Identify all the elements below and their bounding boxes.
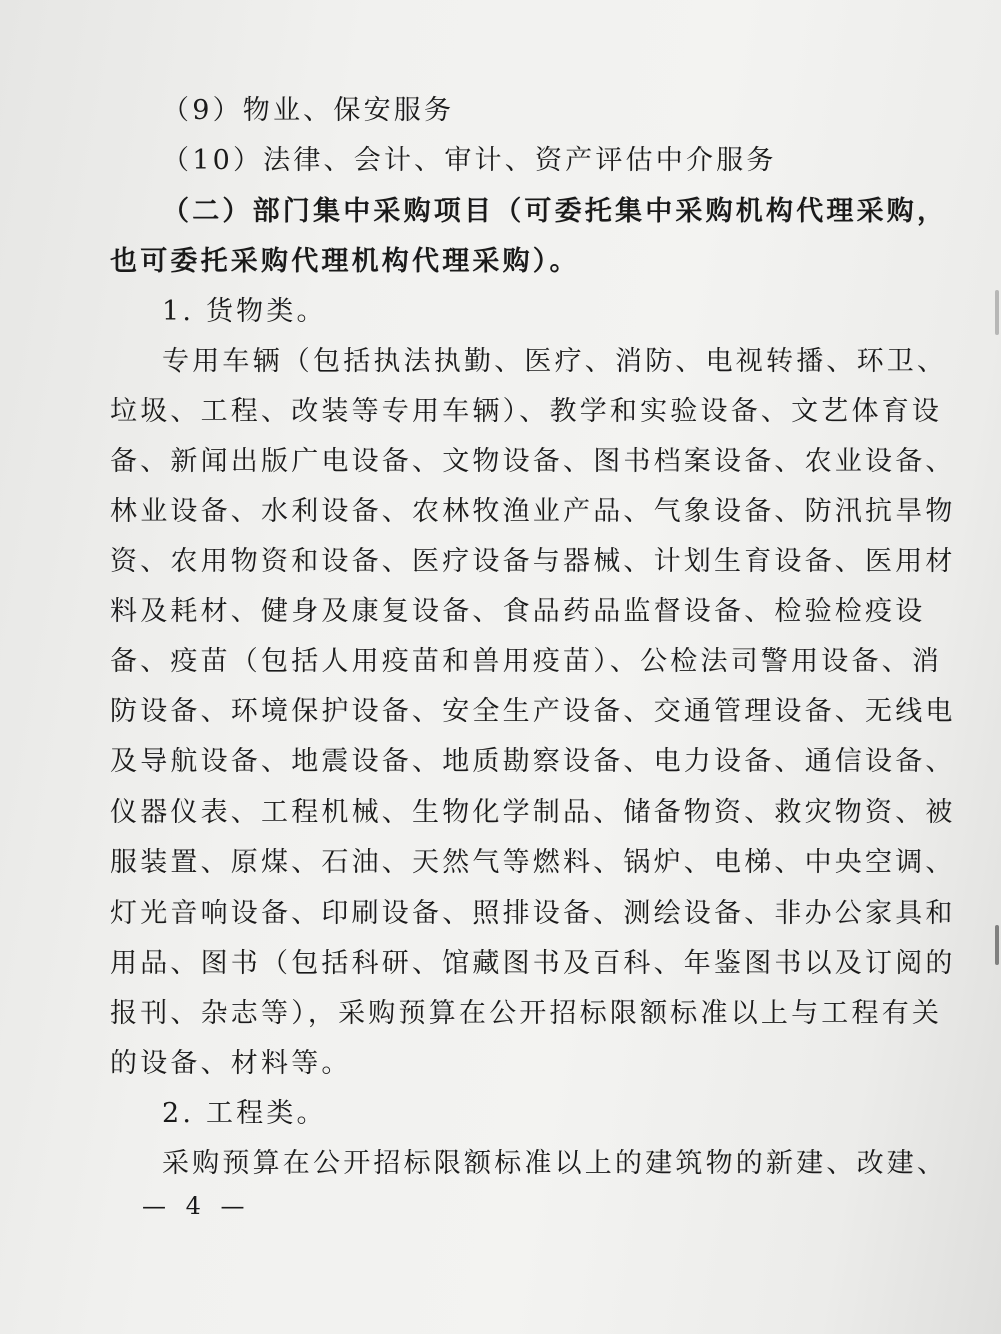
paragraph-line: 料及耗材、健身及康复设备、食品药品监督设备、检验检疫设 xyxy=(110,596,926,627)
page-number: — 4 — xyxy=(142,1192,251,1220)
paragraph-line: 林业设备、水利设备、农林牧渔业产品、气象设备、防汛抗旱物 xyxy=(110,496,956,527)
page-edge-mark xyxy=(995,290,999,335)
subsection-goods: 1. 货物类。 xyxy=(162,296,327,327)
paragraph-line: 仪器仪表、工程机械、生物化学制品、储备物资、救灾物资、被 xyxy=(110,797,956,828)
paragraph-line: 采购预算在公开招标限额标准以上的建筑物的新建、改建、 xyxy=(162,1148,948,1179)
paragraph-line: 资、农用物资和设备、医疗设备与器械、计划生育设备、医用材 xyxy=(110,546,956,577)
paragraph-line: 的设备、材料等。 xyxy=(110,1048,352,1079)
paragraph-line: 灯光音响设备、印刷设备、照排设备、测绘设备、非办公家具和 xyxy=(110,898,956,929)
list-item-9: （9）物业、保安服务 xyxy=(162,95,455,126)
paragraph-line: 及导航设备、地震设备、地质勘察设备、电力设备、通信设备、 xyxy=(110,746,956,777)
paragraph-line: 垃圾、工程、改装等专用车辆）、教学和实验设备、文艺体育设 xyxy=(110,396,943,427)
paragraph-line: 专用车辆（包括执法执勤、医疗、消防、电视转播、环卫、 xyxy=(162,346,948,377)
subsection-works: 2. 工程类。 xyxy=(162,1098,327,1129)
page-edge-mark xyxy=(995,925,999,965)
paragraph-line: 备、疫苗（包括人用疫苗和兽用疫苗）、公检法司警用设备、消 xyxy=(110,646,943,677)
list-item-10: （10）法律、会计、审计、资产评估中介服务 xyxy=(162,145,777,176)
section-heading: （二）部门集中采购项目（可委托集中采购机构代理采购， xyxy=(162,196,948,227)
paragraph-line: 备、新闻出版广电设备、文物设备、图书档案设备、农业设备、 xyxy=(110,446,956,477)
paragraph-line: 用品、图书（包括科研、馆藏图书及百科、年鉴图书以及订阅的 xyxy=(110,948,956,979)
paragraph-line: 报刊、杂志等），采购预算在公开招标限额标准以上与工程有关 xyxy=(110,998,943,1029)
paragraph-line: 防设备、环境保护设备、安全生产设备、交通管理设备、无线电 xyxy=(110,696,956,727)
paragraph-line: 服装置、原煤、石油、天然气等燃料、锅炉、电梯、中央空调、 xyxy=(110,847,956,878)
section-heading-continued: 也可委托采购代理机构代理采购）。 xyxy=(110,246,580,277)
